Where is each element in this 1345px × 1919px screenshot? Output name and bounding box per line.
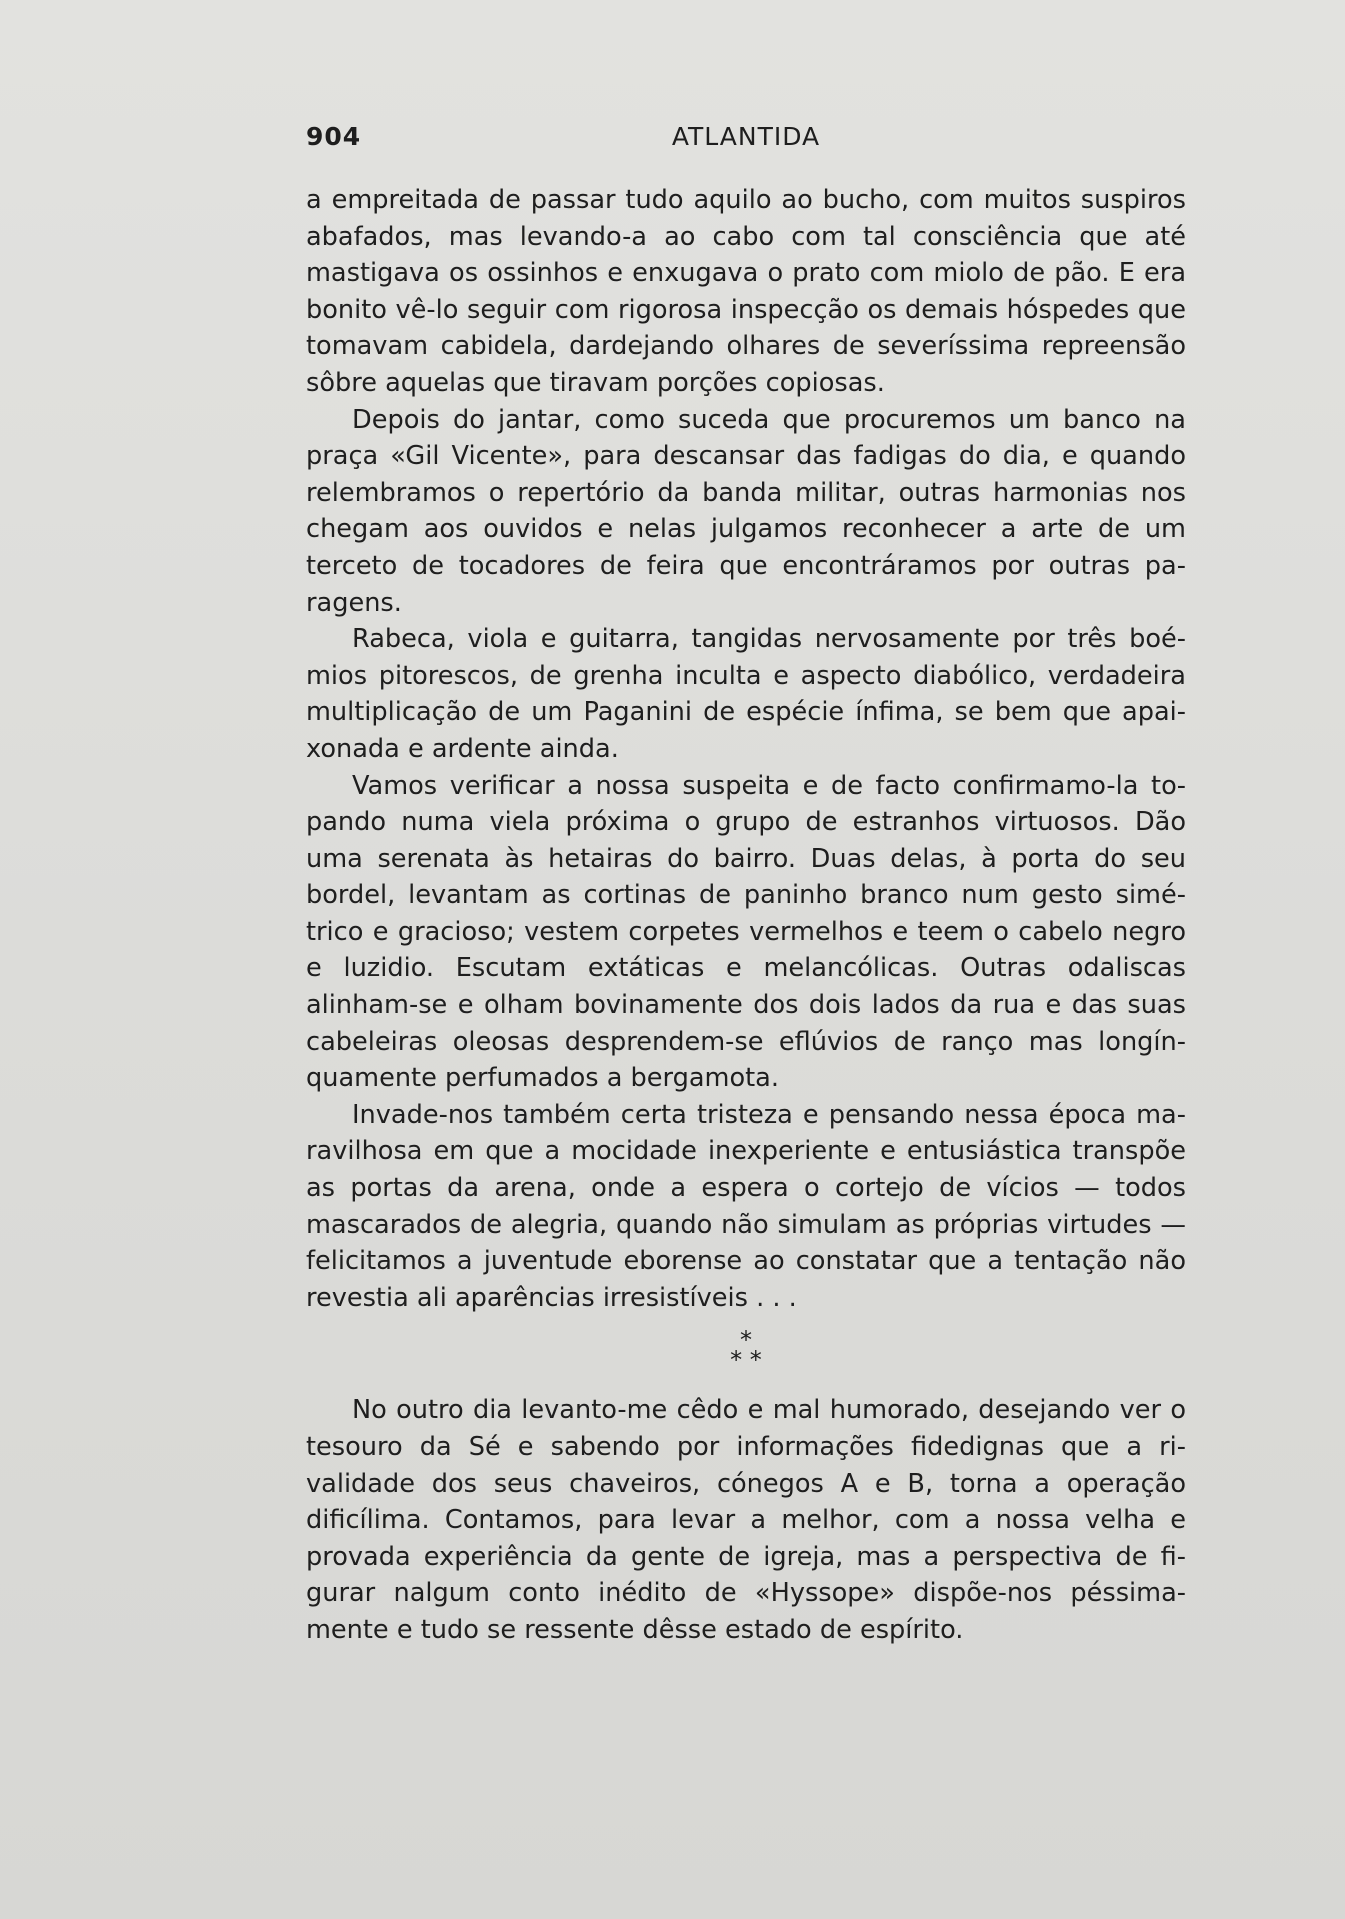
section-separator [306,1322,1186,1392]
paragraph: a empreitada de passar tudo aquilo ao bucho, com muitos suspiros abafados, mas levando-a ao cabo com tal consciência que até mastigava os ossinhos e enxugava o prato com miolo de pão. E era bonito vê-lo seguir com rigorosa inspecção os demais hóspedes que tomavam cabidela, dardejando olhares de severíssima repreensão sôbre aquelas que tiravam porções copiosas. [306,185,1186,398]
paragraph: Vamos verificar a nossa suspeita e de facto confirmamo-la topando numa viela próxima o grupo de estranhos virtuosos. Dão uma serenata às hetairas do bairro. Duas delas, à porta do seu bordel, levantam as cortinas de paninho branco num gesto simétrico e gracioso; vestem corpetes vermelhos e teem o cabelo negro e luzidio. Escutam extáticas e melancólicas. Outras odaliscas alinham-se e olham bovinamente dos dois lados da rua e das suas cabeleiras oleosas desprendem-se eflúvios de ranço mas longínquamente perfumados a bergamota. [306,770,1186,1094]
running-title: ATLANTIDA [671,122,821,151]
paragraph: Rabeca, viola e guitarra, tangidas nervosamente por três boémios pitorescos, de grenha inculta e aspecto diabólico, verdadeira multiplicação de um Paganini de espécie ínfima, se bem que apaixonada e ardente ainda. [306,624,1186,764]
page-header [306,122,1186,162]
paragraph: Invade-nos também certa tristeza e pensando nessa época maravilhosa em que a mocidade inexperiente e entusiástica transpõe as portas da arena, onde a espera o cortejo de vícios — todos mascarados de alegria, quando não simulam as próprias virtudes — felicitamos a juventude eborense ao constatar que a tentação não revestia ali aparências irresistíveis . . . [306,1099,1186,1313]
body-text [306,182,1186,1649]
separator-asterisks-bottom: * * [730,1346,762,1375]
paragraph: No outro dia levanto-me cêdo e mal humorado, desejando ver o tesouro da Sé e sabendo por informações fidedignas que a rivalidade dos seus chaveiros, cónegos A e B, torna a operação dificílima. Contamos, para levar a melhor, com a nossa velha e provada experiência da gente de igreja, mas a perspectiva de figurar nalgum conto inédito de «Hyssope» dispõe-nos péssimamente e tudo se ressente dêsse estado de espírito. [306,1395,1186,1645]
page-number: 904 [306,122,362,151]
paragraph: Depois do jantar, como suceda que procuremos um banco na praça «Gil Vicente», para descansar das fadigas do dia, e quando relembramos o repertório da banda militar, outras harmonias nos chegam aos ouvidos e nelas julgamos reconhecer a arte de um terceto de tocadores de feira que encontráramos por outras paragens. [306,404,1186,618]
separator-asterisk-top: * [740,1326,752,1355]
